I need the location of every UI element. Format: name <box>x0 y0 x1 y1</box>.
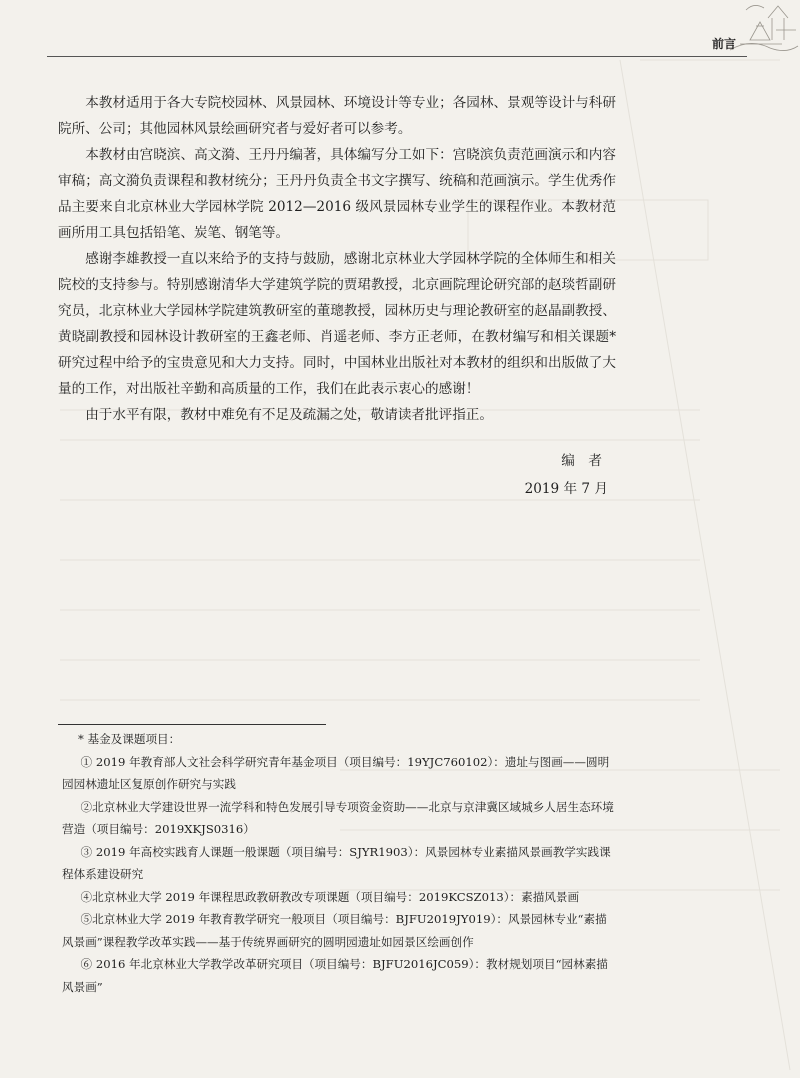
signature-date: 2019 年 7 月 <box>524 481 608 497</box>
preface-body <box>58 90 616 428</box>
paragraph: 感谢李雄教授一直以来给予的支持与鼓励，感谢北京林业大学园林学院的全体师生和相关院校的支持参与。特别感谢清华大学建筑学院的贾珺教授，北京画院理论研究部的赵琰哲副研究员，北京林业大学园林学院建筑教研室的董璁教授，园林历史与理论教研室的赵晶副教授、黄晓副教授和园林设计教研室的王鑫老师、肖遥老师、李方正老师，在教材编写和相关课题*研究过程中给予的宝贵意见和大力支持。同时，中国林业出版社对本教材的组织和出版做了大量的工作，对出版社辛勤和高质量的工作，我们在此表示衷心的感谢！ <box>58 251 616 397</box>
footnote-item: ⑤北京林业大学 2019 年教育教学研究一般项目（项目编号：BJFU2019JY019）：风景园林专业“素描风景画”课程教学改革实践——基于传统界画研究的圆明园遗址如园景区绘画创作 <box>62 912 607 949</box>
footnote-item: ③ 2019 年高校实践育人课题一般课题（项目编号：SJYR1903）：风景园林专业素描风景画教学实践课程体系建设研究 <box>62 844 611 881</box>
paragraph: 本教材由宫晓滨、高文漪、王丹丹编著，具体编写分工如下：宫晓滨负责范画演示和内容审稿；高文漪负责课程和教材统分；王丹丹负责全书文字撰写、统稿和范画演示。学生优秀作品主要来自北京林业大学园林学院 2012—2016 级风景园林专业学生的课程作业。本教材范画所用工具包括铅笔、炭笔、钢笔等。 <box>58 147 616 241</box>
footnote-item: ① 2019 年教育部人文社会科学研究青年基金项目（项目编号：19YJC760102）：遗址与图画——圆明园园林遗址区复原创作研究与实践 <box>62 754 610 791</box>
paragraph: 本教材适用于各大专院校园林、风景园林、环境设计等专业；各园林、景观等设计与科研院所、公司；其他园林风景绘画研究者与爱好者可以参考。 <box>58 95 616 137</box>
footnote-heading: * 基金及课题项目： <box>78 732 181 746</box>
footnotes <box>62 728 618 998</box>
header-divider <box>47 56 747 57</box>
header-title: 前言 <box>712 37 737 51</box>
footnote-item: ⑥ 2016 年北京林业大学教学改革研究项目（项目编号：BJFU2016JC059）：教材规划项目“园林素描风景画” <box>62 957 608 994</box>
footnote-item: ②北京林业大学建设世界一流学科和特色发展引导专项资金资助——北京与京津冀区域城乡人居生态环境营造（项目编号：2019XKJS0316） <box>62 799 614 836</box>
footnote-divider <box>58 724 326 725</box>
footnote-item: ④北京林业大学 2019 年课程思政教研教改专项课题（项目编号：2019KCSZ013）：素描风景画 <box>80 889 580 904</box>
author-signature: 编 者 <box>561 453 602 469</box>
signature-block <box>480 448 608 502</box>
paragraph: 由于水平有限，教材中难免有不足及疏漏之处，敬请读者批评指正。 <box>85 407 493 423</box>
